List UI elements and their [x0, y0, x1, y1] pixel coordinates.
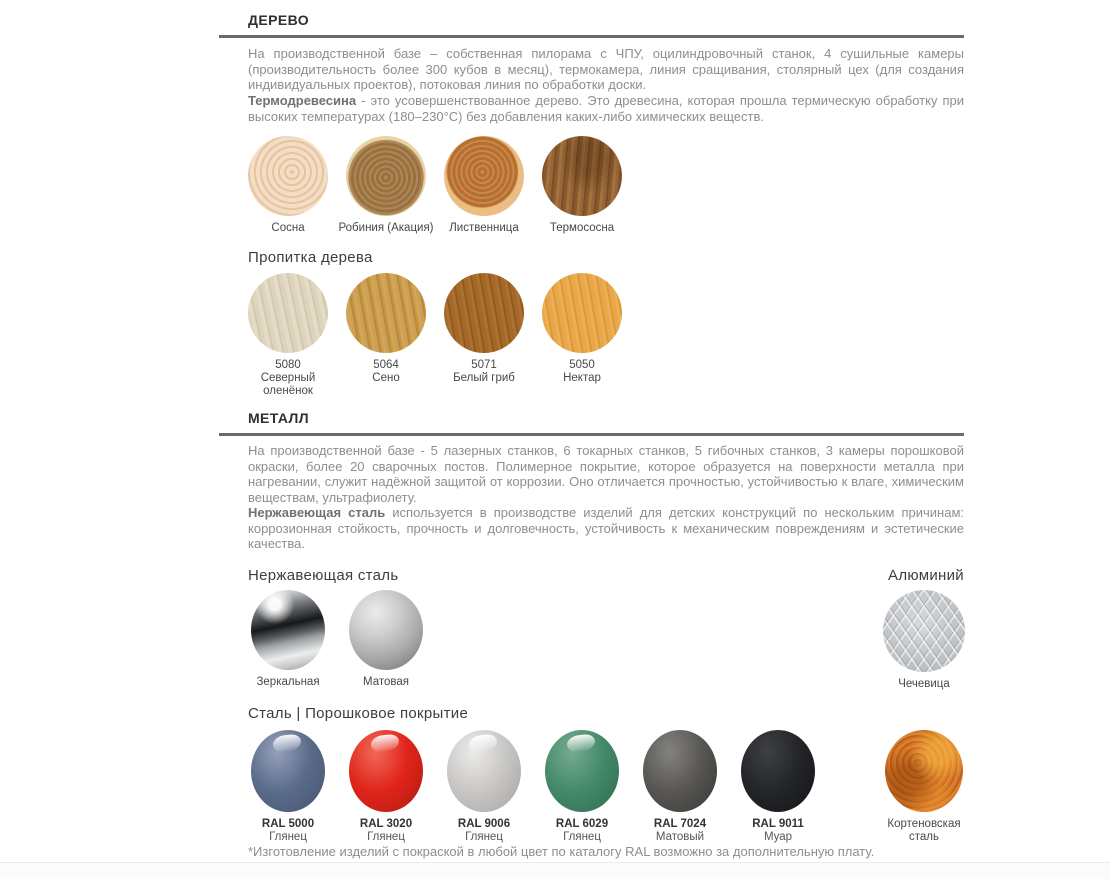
- swatch-5080-code: 5080: [275, 359, 301, 371]
- swatch-5080-image: [248, 273, 328, 353]
- wood-intro-text: На производственной базе – собственная пилорама с ЧПУ, оцилиндровочный станок, 4 сушильные камеры (производительность более 300 кубов в месяц), термокамера, линия сращивания, столярный цех (для создания индивидуальных проектов), потоковая линия по обработки доски.: [248, 46, 964, 92]
- wood-intro-paragraph: [248, 46, 964, 93]
- ral9006-code: RAL 9006: [457, 817, 511, 830]
- ral5000-finish: Глянец: [269, 830, 307, 843]
- swatch-5080-name: Северный оленёнок: [260, 372, 316, 397]
- matte-label: Матовая: [363, 675, 409, 688]
- ral7024-finish: Матовый: [655, 830, 705, 843]
- thermowood-text: - это усовершенствованное дерево. Это древесина, которая прошла термическую обработку при высоких температурах (180–230°С) без добавления каких-либо химических веществ.: [248, 93, 964, 124]
- stainless-text: используется в производстве изделий для детских конструкций по нескольким причинам: коррозионная стойкость, прочность и долговечность, устойчивость к механическим повреждениям и эстетические качества.: [248, 505, 965, 551]
- ral6029-ball-image: [545, 730, 619, 812]
- powder-swatch-ral7024: [640, 730, 720, 844]
- larch-swatch-image: [444, 136, 524, 216]
- robinia-label: Робиния (Акация): [338, 222, 434, 234]
- ral6029-finish: Глянец: [563, 830, 601, 843]
- thermopine-label: Термососна: [549, 222, 615, 234]
- stainless-finish-matte: [346, 590, 426, 689]
- swatch-5050-image: [542, 273, 622, 353]
- powder-swatch-ral6029: [542, 730, 622, 844]
- ral3020-ball-image: [349, 730, 423, 812]
- ral9006-ball-image: [447, 730, 521, 812]
- impregnation-swatch-5050: [542, 273, 622, 385]
- pine-swatch-image: [248, 136, 328, 216]
- matte-steel-ball-image: [349, 590, 423, 670]
- aluminum-title: Алюминий: [888, 566, 964, 584]
- swatch-5071-name: Белый гриб: [453, 372, 515, 384]
- swatch-5064-image: [346, 273, 426, 353]
- ral9006-finish: Глянец: [465, 830, 503, 843]
- mirror-steel-ball-image: [251, 590, 325, 670]
- ral9011-finish: Муар: [763, 830, 793, 843]
- page-bottom-edge: [0, 862, 1110, 879]
- swatch-5071-code: 5071: [471, 359, 497, 371]
- powder-swatch-corten: [884, 730, 964, 844]
- ral6029-code: RAL 6029: [555, 817, 609, 830]
- corten-label: Кортеновская сталь: [887, 817, 961, 843]
- lentil-label: Чечевица: [898, 677, 950, 690]
- powder-swatch-ral5000: [248, 730, 328, 844]
- corten-steel-image: [885, 730, 963, 812]
- swatch-5064-code: 5064: [373, 359, 399, 371]
- robinia-swatch-image: [346, 136, 426, 216]
- wood-species-thermopine: [542, 136, 622, 235]
- aluminum-finish-lentil: [884, 590, 964, 691]
- lentil-plate-image: [883, 590, 965, 672]
- mirror-label: Зеркальная: [256, 675, 320, 688]
- metal-section: [248, 410, 964, 844]
- ral7024-ball-image: [643, 730, 717, 812]
- ral7024-code: RAL 7024: [653, 817, 707, 830]
- ral3020-code: RAL 3020: [359, 817, 413, 830]
- footnote: *Изготовление изделий с покраской в любой цвет по каталогу RAL возможно за дополнительную плату.: [248, 843, 875, 859]
- impregnation-row: [248, 273, 964, 398]
- swatch-5050-name: Нектар: [563, 372, 601, 384]
- larch-label: Лиственница: [449, 222, 519, 234]
- wood-species-larch: [444, 136, 524, 235]
- pine-label: Сосна: [271, 222, 305, 234]
- metal-intro-text: На производственной базе - 5 лазерных станков, 6 токарных станков, 5 гибочных станков, 3 камеры порошковой окраски, более 20 сварочных постов. Полимерное покрытие, которое образуется на поверхности металла при нагревании, служит надёжной защитой от коррозии. Оно отличается прочностью, устойчивостью к влаге, химическим веществам, ультрафиолету.: [248, 443, 964, 505]
- powder-coating-row: [248, 730, 964, 844]
- thermowood-term: Термодревесина: [248, 93, 357, 108]
- wood-section: [248, 12, 964, 398]
- powder-swatch-ral3020: [346, 730, 426, 844]
- thermowood-paragraph: [248, 93, 964, 124]
- swatch-5071-image: [444, 273, 524, 353]
- powder-coating-title: Сталь | Порошковое покрытие: [248, 704, 469, 722]
- metal-subheadings: [248, 567, 964, 584]
- stainless-paragraph: [248, 505, 964, 552]
- powder-swatch-ral9011: [738, 730, 818, 844]
- ral9011-ball-image: [741, 730, 815, 812]
- stainless-title: Нержавеющая сталь: [248, 566, 399, 584]
- ral5000-ball-image: [251, 730, 325, 812]
- metal-intro-paragraph: [248, 443, 964, 505]
- ral3020-finish: Глянец: [367, 830, 405, 843]
- metal-section-title: МЕТАЛЛ: [219, 410, 964, 436]
- ral9011-code: RAL 9011: [752, 817, 804, 830]
- wood-section-title: ДЕРЕВО: [219, 12, 964, 38]
- impregnation-swatch-5071: [444, 273, 524, 385]
- wood-species-robinia: [338, 136, 434, 235]
- powder-swatch-ral9006: [444, 730, 524, 844]
- wood-species-row: [248, 136, 964, 235]
- swatch-5064-name: Сено: [372, 372, 400, 384]
- impregnation-title: Пропитка дерева: [248, 249, 373, 266]
- stainless-term: Нержавеющая сталь: [248, 505, 386, 520]
- ral5000-code: RAL 5000: [261, 817, 315, 830]
- swatch-5050-code: 5050: [569, 359, 595, 371]
- stainless-aluminum-row: [248, 590, 964, 691]
- impregnation-swatch-5064: [346, 273, 426, 385]
- catalog-page: [248, 0, 964, 859]
- wood-species-pine: [248, 136, 328, 235]
- impregnation-swatch-5080: [248, 273, 328, 398]
- thermopine-swatch-image: [542, 136, 622, 216]
- stainless-finish-mirror: [248, 590, 328, 689]
